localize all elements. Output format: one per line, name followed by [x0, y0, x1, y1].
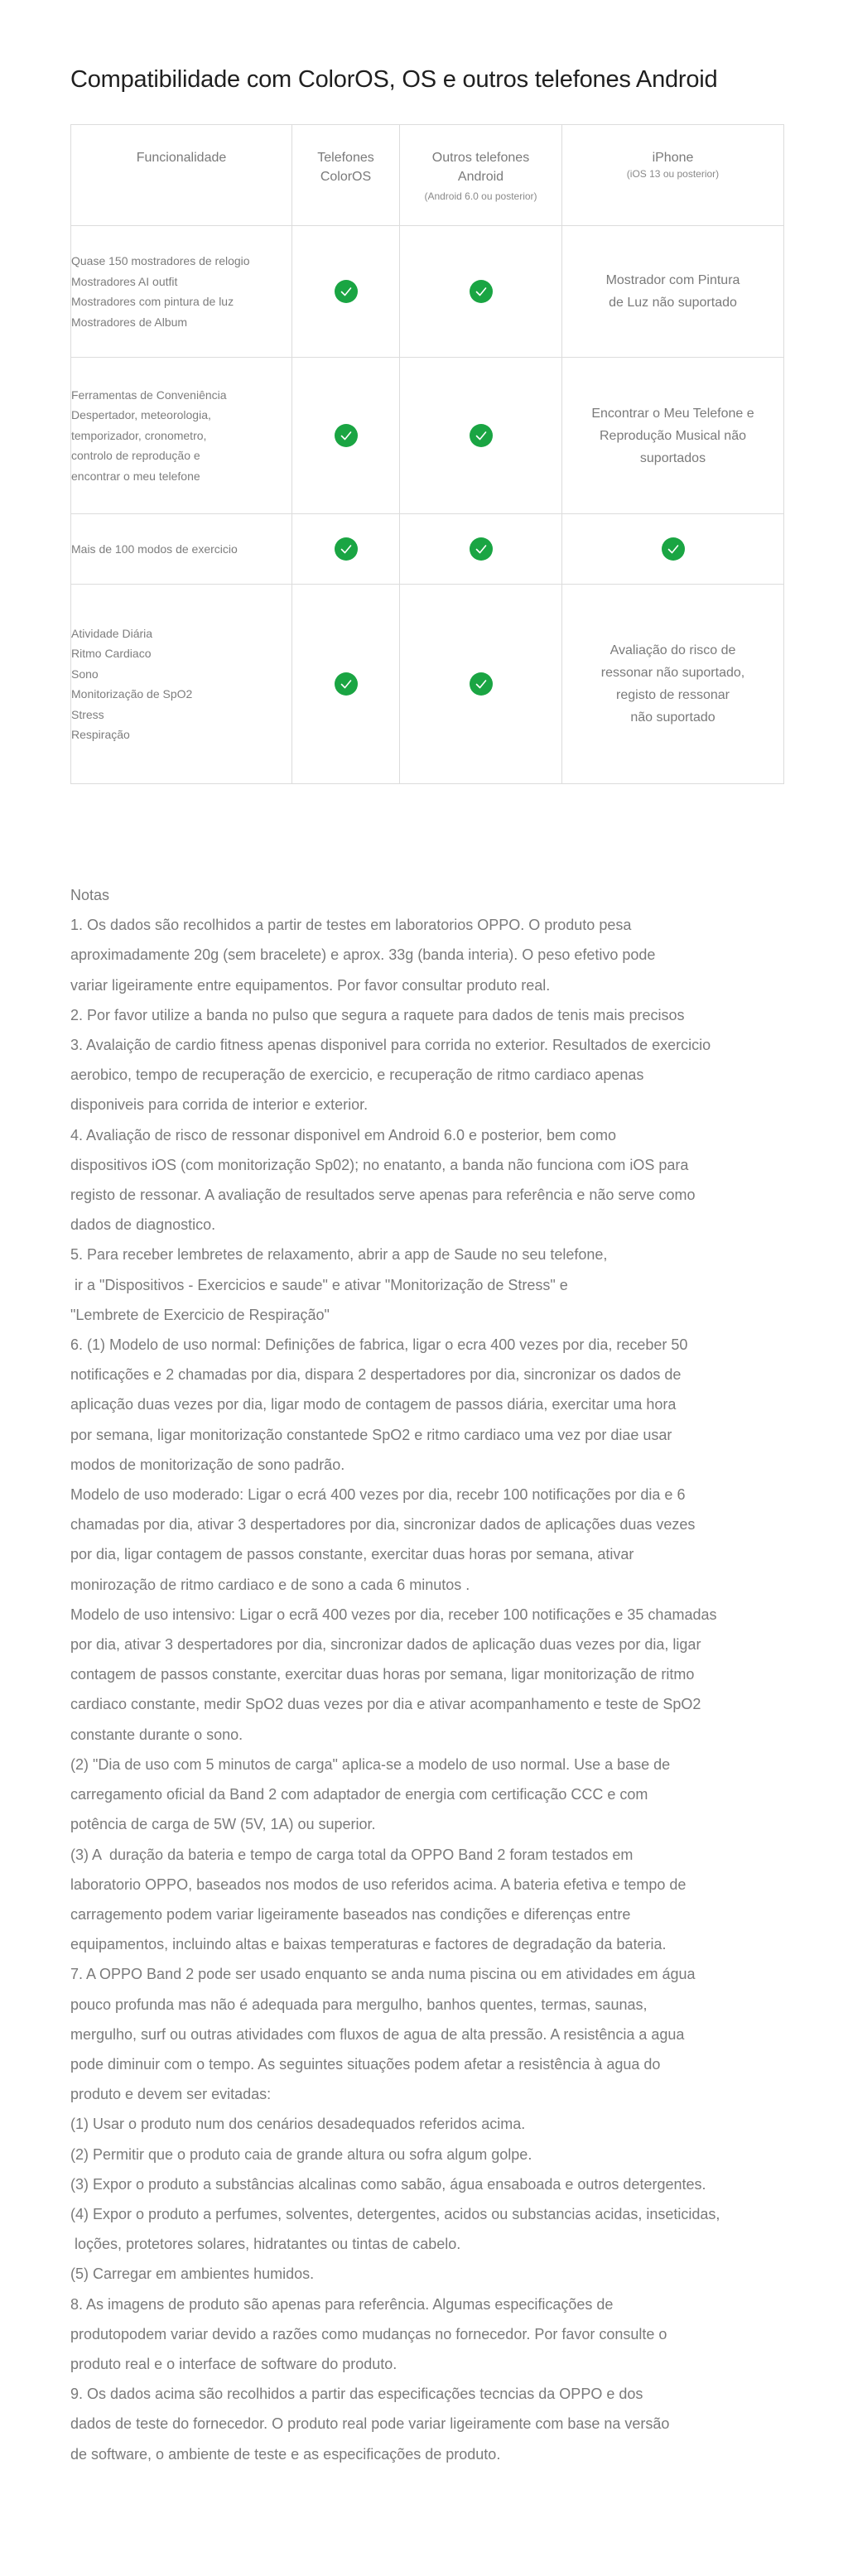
note-line: dados de diagnostico. [70, 1216, 216, 1234]
header-android-label-1: Outros telefones [431, 151, 530, 165]
note-line: carregamento oficial da Band 2 com adaptador de energia com certificação CCC e com [70, 1786, 648, 1803]
note-line: Modelo de uso moderado: Ligar o ecrá 400 vezes por dia, recebr 100 notificações por dia e 6 [70, 1486, 686, 1504]
note-line: 9. Os dados acima são recolhidos a partir das especificações tecncias da OPPO e dos [70, 2386, 643, 2403]
notes-section [70, 880, 816, 2469]
note-line: cardiaco constante, medir SpO2 duas vezes por dia e ativar acompanhamento e teste de SpO2 [70, 1696, 701, 1713]
note-line: registo de ressonar. A avaliação de resultados serve apenas para referência e não serve como [70, 1187, 696, 1204]
note-line: por dia, ligar contagem de passos constante, exercitar duas horas por semana, ativar [70, 1546, 634, 1563]
feature-line: Sono [71, 667, 99, 681]
note-line: (3) Expor o produto a substâncias alcalinas como sabão, água ensaboada e outros detergentes. [70, 2175, 706, 2193]
note-line: 5. Para receber lembretes de relaxamento, abrir a app de Saude no seu telefone, [70, 1246, 608, 1264]
feature-cell [71, 358, 292, 514]
table-row [71, 514, 784, 585]
iphone-note-line: registo de ressonar [616, 688, 730, 702]
note-line: aplicação duas vezes por dia, ligar modo de contagem de passos diária, exercitar uma hora [70, 1396, 677, 1413]
notes-heading: Notas [70, 887, 110, 903]
feature-line: encontrar o meu telefone [71, 469, 200, 483]
note-line: dispositivos iOS (com monitorização Sp02); no enatanto, a banda não funciona com iOS para [70, 1156, 689, 1173]
note-line: 3. Avalaição de cardio fitness apenas disponivel para corrida no exterior. Resultados de exercicio [70, 1037, 711, 1054]
note-line: (4) Expor o produto a perfumes, solventes, detergentes, acidos ou substancias acidas, inseticidas, [70, 2205, 720, 2222]
note-line: laboratorio OPPO, baseados nos modos de uso referidos acima. A bateria efetiva e tempo de [70, 1875, 687, 1893]
feature-line: temporizador, cronometro, [71, 428, 207, 442]
note-line: (2) Permitir que o produto caia de grande altura ou sofra algum golpe. [70, 2145, 532, 2163]
check-icon [470, 672, 493, 696]
table-row [71, 226, 784, 358]
note-line: constante durante o sono. [70, 1726, 243, 1743]
iphone-cell [562, 358, 784, 514]
note-line: (2) "Dia de uso com 5 minutos de carga" aplica-se a modelo de uso normal. Use a base de [70, 1755, 671, 1773]
iphone-note-line: de Luz não suportado [609, 296, 737, 310]
note-line: loções, protetores solares, hidratantes ou tintas de cabelo. [70, 2236, 461, 2253]
note-line: equipamentos, incluindo altas e baixas temperaturas e factores de degradação da bateria. [70, 1936, 667, 1953]
note-line: dados de teste do fornecedor. O produto real pode variar ligeiramente com base na versão [70, 2415, 670, 2433]
check-icon [470, 537, 493, 561]
note-line: pode diminuir com o tempo. As seguintes situações podem afetar a resistência à agua do [70, 2055, 661, 2073]
feature-line: Ferramentas de Conveniência [71, 388, 227, 402]
note-line: modos de monitorização de sono padrão. [70, 1456, 345, 1473]
header-iphone-label: iPhone [652, 151, 694, 165]
note-line: 1. Os dados são recolhidos a partir de testes em laboratorios OPPO. O produto pesa [70, 917, 632, 934]
note-line: aerobico, tempo de recuperação de exercicio, e recuperação de ritmo cardiaco apenas [70, 1067, 644, 1084]
android-cell [400, 226, 562, 358]
iphone-note-line: Avaliação do risco de [610, 643, 736, 657]
compatibility-table [70, 124, 784, 784]
note-line: por semana, ligar monitorização constantede SpO2 e ritmo cardiaco uma vez por diae usar [70, 1426, 672, 1443]
header-feature [71, 125, 292, 226]
iphone-note-line: ressonar não suportado, [600, 666, 745, 680]
check-icon [335, 537, 358, 561]
feature-line: Mostradores AI outfit [71, 274, 178, 288]
feature-line: Stress [71, 707, 104, 721]
feature-line: Monitorização de SpO2 [71, 687, 193, 701]
android-cell [400, 358, 562, 514]
feature-line: Mostradores com pintura de luz [71, 295, 234, 308]
coloros-cell [292, 514, 400, 585]
note-line: chamadas por dia, ativar 3 despertadores por dia, sincronizar dados de aplicações duas vezes [70, 1516, 696, 1534]
iphone-note-line: Reprodução Musical não [600, 428, 746, 443]
header-iphone [562, 125, 784, 226]
note-line: de software, o ambiente de teste e as especificações de produto. [70, 2445, 501, 2463]
feature-line: controlo de reprodução e [71, 449, 200, 463]
coloros-cell [292, 585, 400, 784]
iphone-note-line: Mostrador com Pintura [605, 273, 740, 287]
feature-line: Quase 150 mostradores de relogio [71, 254, 250, 267]
feature-line: Despertador, meteorologia, [71, 408, 211, 422]
note-line: 8. As imagens de produto são apenas para referência. Algumas especificações de [70, 2295, 614, 2313]
iphone-cell [562, 585, 784, 784]
header-iphone-sub: (iOS 13 ou posterior) [626, 168, 720, 180]
page-title: Compatibilidade com ColorOS, OS e outros telefones Android [70, 66, 718, 93]
iphone-cell [562, 226, 784, 358]
iphone-note-line: suportados [639, 450, 706, 465]
note-line: por dia, ativar 3 despertadores por dia, sincronizar dados de aplicação duas vezes por dia, ligar [70, 1636, 701, 1654]
note-line: "Lembrete de Exercicio de Respiração" [70, 1306, 330, 1323]
feature-cell [71, 226, 292, 358]
feature-line: Respiração [71, 728, 130, 741]
note-line: disponiveis para corrida de interior e exterior. [70, 1096, 369, 1114]
coloros-cell [292, 358, 400, 514]
note-line: contagem de passos constante, exercitar duas horas por semana, ligar monitorização de ritmo [70, 1666, 695, 1683]
note-line: produto real e o interface de software do produto. [70, 2355, 398, 2372]
check-icon [470, 424, 493, 447]
note-line: (1) Usar o produto num dos cenários desadequados referidos acima. [70, 2116, 526, 2133]
note-line: (3) A duração da bateria e tempo de carga total da OPPO Band 2 foram testados em [70, 1846, 634, 1863]
check-icon [335, 280, 358, 303]
note-line: Modelo de uso intensivo: Ligar o ecrã 400 vezes por dia, receber 100 notificações e 35 chamadas [70, 1606, 717, 1623]
feature-line: Ritmo Cardiaco [71, 647, 152, 660]
note-line: produtopodem variar devido a razões como mudanças no fornecedor. Por favor consulte o [70, 2325, 667, 2342]
feature-cell [71, 514, 292, 585]
header-android [400, 125, 562, 226]
feature-line: Mais de 100 modos de exercicio [71, 542, 238, 556]
table-row [71, 358, 784, 514]
coloros-cell [292, 226, 400, 358]
note-line: monirozação de ritmo cardiaco e de sono a cada 6 minutos . [70, 1576, 470, 1593]
check-icon [335, 672, 358, 696]
note-line: ir a "Dispositivos - Exercicios e saude" e ativar "Monitorização de Stress" e [70, 1276, 568, 1293]
android-cell [400, 585, 562, 784]
note-line: variar ligeiramente entre equipamentos. Por favor consultar produto real. [70, 976, 551, 994]
note-line: mergulho, surf ou outras atividades com fluxos de agua de alta pressão. A resistência a agua [70, 2025, 685, 2043]
feature-line: Mostradores de Album [71, 315, 188, 329]
note-line: 2. Por favor utilize a banda no pulso que segura a raquete para dados de tenis mais precisos [70, 1006, 685, 1023]
check-icon [335, 424, 358, 447]
note-line: 7. A OPPO Band 2 pode ser usado enquanto se anda numa piscina ou em atividades em água [70, 1966, 696, 1983]
note-line: (5) Carregar em ambientes humidos. [70, 2265, 315, 2283]
header-android-label-2: Android [457, 170, 504, 184]
iphone-note-line: não suportado [630, 710, 716, 725]
note-line: notificações e 2 chamadas por dia, dispara 2 despertadores por dia, sincronizar os dados de [70, 1366, 682, 1384]
note-line: aproximadamente 20g (sem bracelete) e aprox. 33g (banda interia). O peso efetivo pode [70, 946, 656, 964]
header-coloros-label-2: ColorOS [320, 170, 372, 184]
header-coloros [292, 125, 400, 226]
header-coloros-label-1: Telefones [317, 151, 374, 165]
note-line: 4. Avaliação de risco de ressonar disponivel em Android 6.0 e posterior, bem como [70, 1126, 617, 1144]
feature-cell [71, 585, 292, 784]
check-icon [470, 280, 493, 303]
note-line: produto e devem ser evitadas: [70, 2086, 272, 2103]
note-line: potência de carga de 5W (5V, 1A) ou superior. [70, 1816, 376, 1833]
iphone-note-line: Encontrar o Meu Telefone e [591, 406, 754, 421]
note-line: pouco profunda mas não é adequada para mergulho, banhos quentes, termas, saunas, [70, 1996, 648, 2013]
table-header-row [71, 125, 784, 226]
iphone-cell [562, 514, 784, 585]
header-feature-label: Funcionalidade [136, 151, 227, 165]
header-android-sub: (Android 6.0 ou posterior) [424, 190, 537, 202]
notes-body [70, 910, 816, 2469]
table-row [71, 585, 784, 784]
android-cell [400, 514, 562, 585]
check-icon [662, 537, 685, 561]
note-line: carragemento podem variar ligeiramente baseados nas condições e diferenças entre [70, 1905, 631, 1923]
feature-line: Atividade Diária [71, 626, 153, 640]
note-line: 6. (1) Modelo de uso normal: Definições de fabrica, ligar o ecra 400 vezes por dia, receber 50 [70, 1336, 688, 1354]
